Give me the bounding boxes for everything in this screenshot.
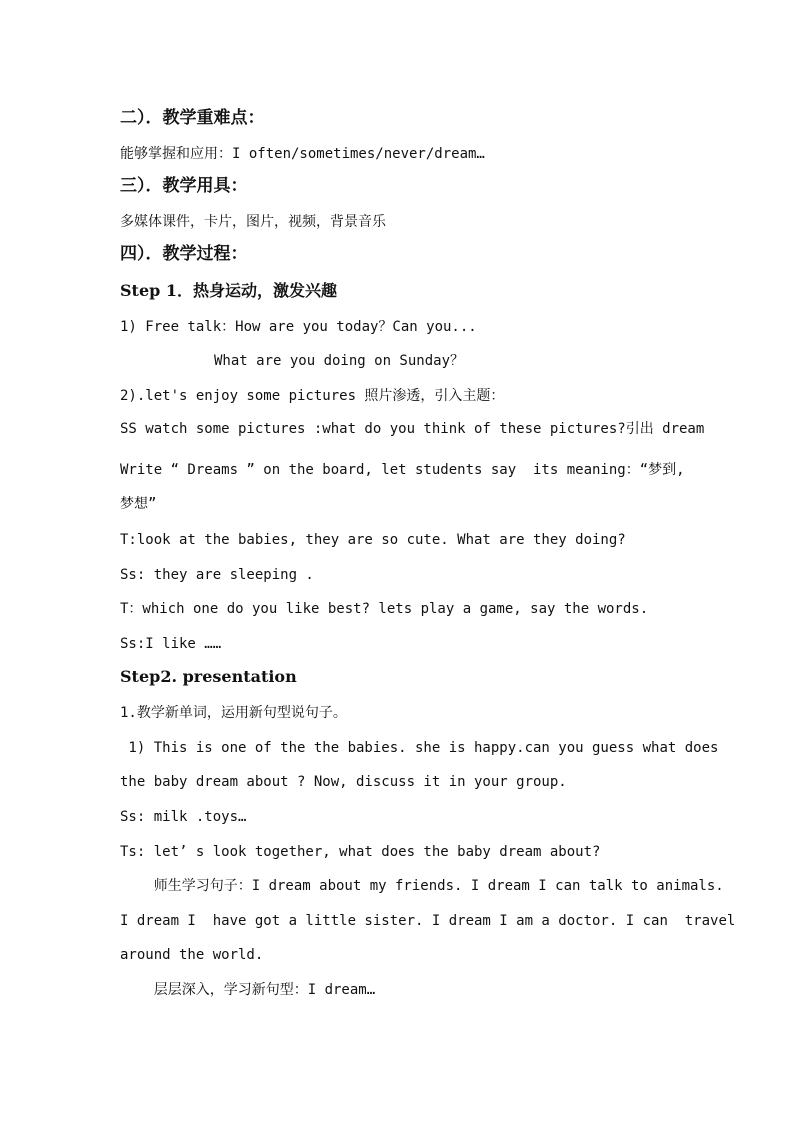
heading-teaching-tools: 三）．教学用具： [120,176,248,196]
step1-title: Step 1．热身运动，激发兴趣 [120,281,338,300]
step2-line: 1.教学新单词，运用新句型说句子。 [120,705,347,721]
step1-line: What are you doing on Sunday？ [214,353,465,369]
step2-line: the baby dream about ? Now, discuss it in your group. [120,774,567,790]
heading-teaching-difficulties: 二）．教学重难点： [120,108,265,128]
step2-title: Step2. presentation [120,667,297,686]
step1-line: Write “ Dreams ” on the board, let students say its meaning：“梦到, [120,462,685,478]
step1-line: Ss: they are sleeping . [120,567,314,583]
step1-line: T：which one do you like best? lets play a game, say the words. [120,601,649,617]
step1-line: 梦想” [120,496,157,512]
difficulties-text: 能够掌握和应用：I often/sometimes/never/dream… [120,146,485,162]
step2-line: 1) This is one of the the babies. she is happy.can you guess what does [120,740,719,756]
step2-line: around the world. [120,947,264,963]
tools-text: 多媒体课件，卡片，图片，视频，背景音乐 [120,214,386,230]
heading-teaching-process: 四）．教学过程： [120,244,248,264]
step2-line: Ts: let’ s look together, what does the baby dream about? [120,844,601,860]
step1-line: 2).let's enjoy some pictures 照片渗透，引入主题： [120,388,505,404]
step1-line: Ss:I like …… [120,636,222,652]
step2-line: 师生学习句子：I dream about my friends. I dream I can talk to animals. [120,878,724,894]
step1-line: T:look at the babies, they are so cute. What are they doing? [120,532,626,548]
step2-line: 层层深入，学习新句型：I dream… [120,982,376,998]
step1-line: 1) Free talk：How are you today？Can you... [120,319,477,335]
step2-line: I dream I have got a little sister. I dream I am a doctor. I can travel [120,913,736,929]
step2-line: Ss: milk .toys… [120,809,247,825]
step1-line: SS watch some pictures :what do you think of these pictures?引出 dream [120,421,705,437]
